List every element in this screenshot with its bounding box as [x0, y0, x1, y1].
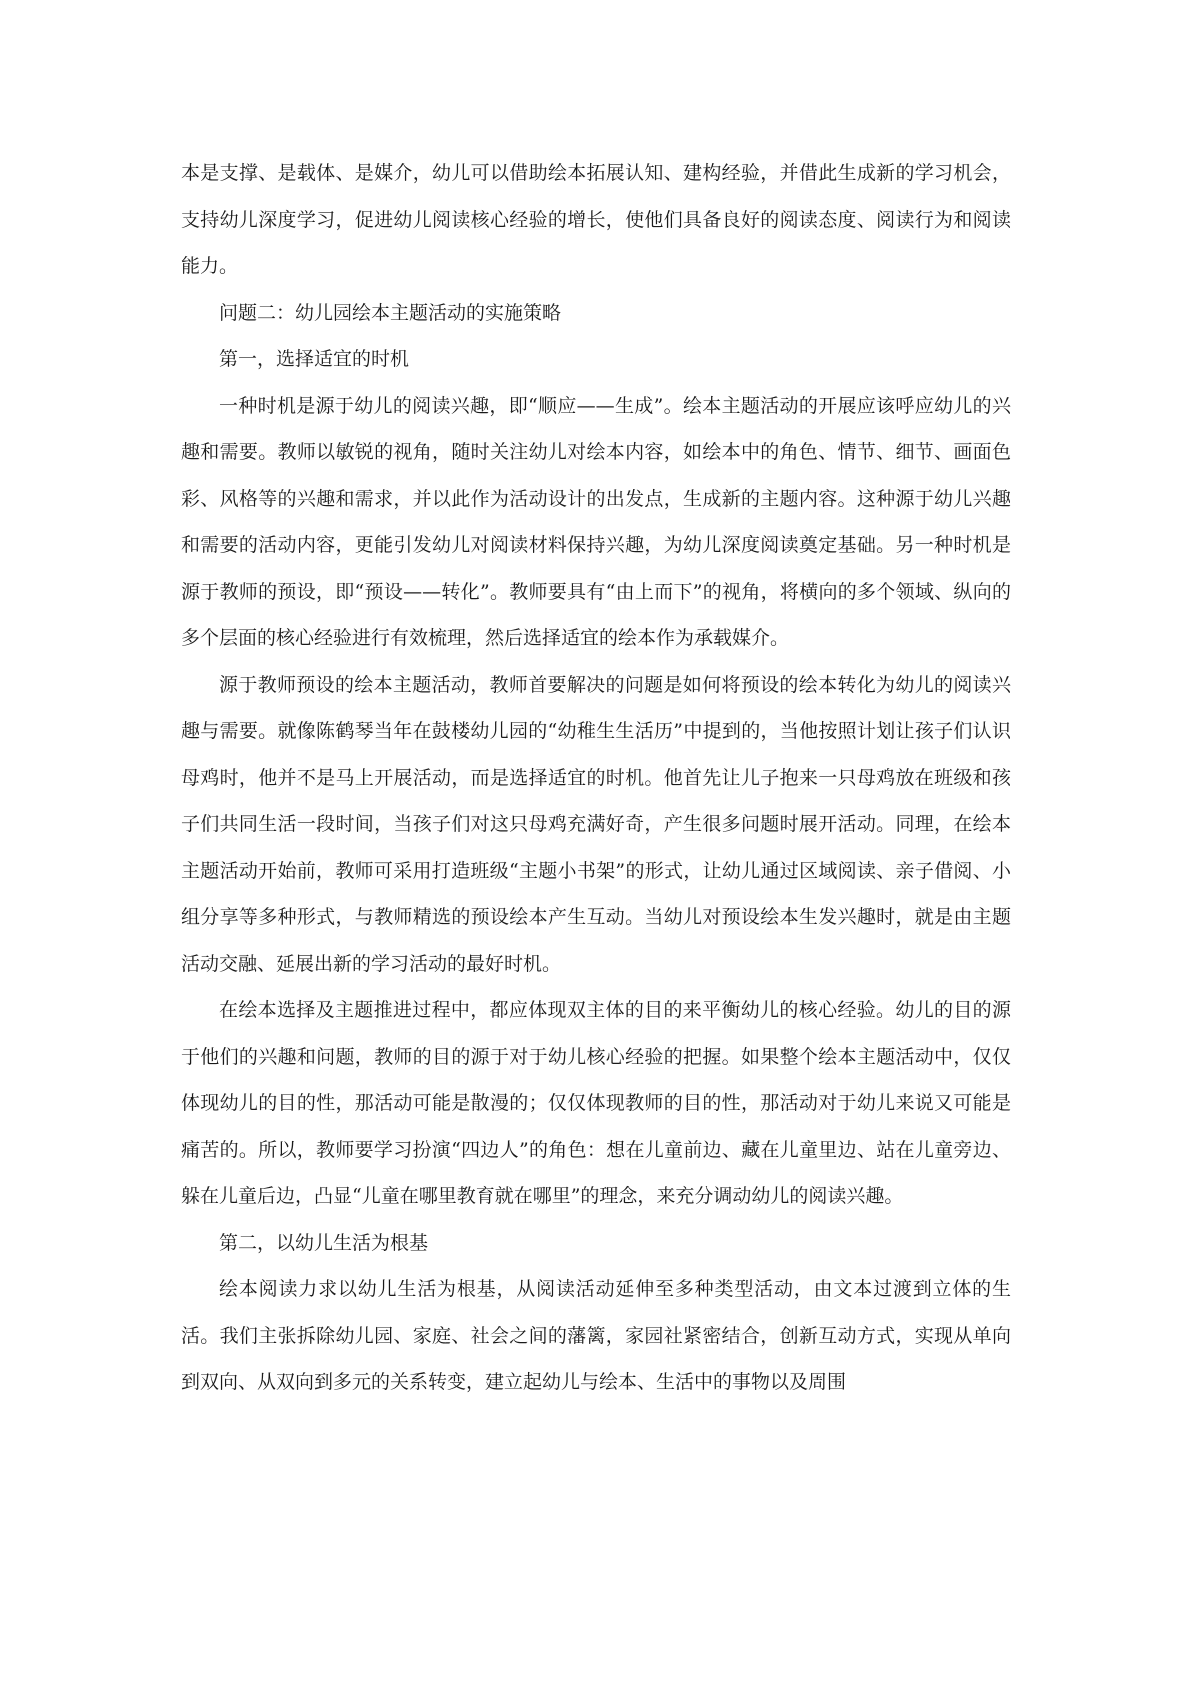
paragraph-dual-subject: 在绘本选择及主题推进过程中，都应体现双主体的目的来平衡幼儿的核心经验。幼儿的目的源于他们的兴趣和问题，教师的目的源于对于幼儿核心经验的把握。如果整个绘本主题活动中，仅仅体现幼儿的目的性，那活动可能是散漫的；仅仅体现教师的目的性，那活动对于幼儿来说又可能是痛苦的。所以，教师要学习扮演“四边人”的角色：想在儿童前边、藏在儿童里边、站在儿童旁边、躲在儿童后边，凸显“儿童在哪里教育就在哪里”的理念，来充分调动幼儿的阅读兴趣。: [181, 999, 1011, 1207]
paragraph-continuation: 本是支撑、是载体、是媒介，幼儿可以借助绘本拓展认知、建构经验，并借此生成新的学习机会，支持幼儿深度学习，促进幼儿阅读核心经验的增长，使他们具备良好的阅读态度、阅读行为和阅读能力。: [181, 162, 1011, 277]
subsection-heading-timing: 第一，选择适宜的时机: [219, 348, 410, 370]
paragraph-teacher-preset: 源于教师预设的绘本主题活动，教师首要解决的问题是如何将预设的绘本转化为幼儿的阅读兴趣与需要。就像陈鹤琴当年在鼓楼幼儿园的“幼稚生生活历”中提到的，当他按照计划让孩子们认识母鸡时，他并不是马上开展活动，而是选择适宜的时机。他首先让儿子抱来一只母鸡放在班级和孩子们共同生活一段时间，当孩子们对这只母鸡充满好奇，产生很多问题时展开活动。同理，在绘本主题活动开始前，教师可采用打造班级“主题小书架”的形式，让幼儿通过区域阅读、亲子借阅、小组分享等多种形式，与教师精选的预设绘本产生互动。当幼儿对预设绘本生发兴趣时，就是由主题活动交融、延展出新的学习活动的最好时机。: [181, 673, 1011, 975]
subsection-heading-life: 第二，以幼儿生活为根基: [219, 1231, 429, 1254]
document-body: [181, 150, 1011, 1406]
paragraph-life-foundation: 绘本阅读力求以幼儿生活为根基，从阅读活动延伸至多种类型活动，由文本过渡到立体的生活。我们主张拆除幼儿园、家庭、社会之间的藩篱，家园社紧密结合，创新互动方式，实现从单向到双向、从双向到多元的关系转变，建立起幼儿与绘本、生活中的事物以及周围: [181, 1278, 1011, 1393]
section-heading-problem-two: 问题二：幼儿园绘本主题活动的实施策略: [219, 301, 562, 324]
paragraph-timing: 一种时机是源于幼儿的阅读兴趣，即“顺应——生成”。绘本主题活动的开展应该呼应幼儿的兴趣和需要。教师以敏锐的视角，随时关注幼儿对绘本内容，如绘本中的角色、情节、细节、画面色彩、风格等的兴趣和需求，并以此作为活动设计的出发点，生成新的主题内容。这种源于幼儿兴趣和需要的活动内容，更能引发幼儿对阅读材料保持兴趣，为幼儿深度阅读奠定基础。另一种时机是源于教师的预设，即“预设——转化”。教师要具有“由上而下”的视角，将横向的多个领域、纵向的多个层面的核心经验进行有效梳理，然后选择适宜的绘本作为承载媒介。: [181, 394, 1011, 649]
